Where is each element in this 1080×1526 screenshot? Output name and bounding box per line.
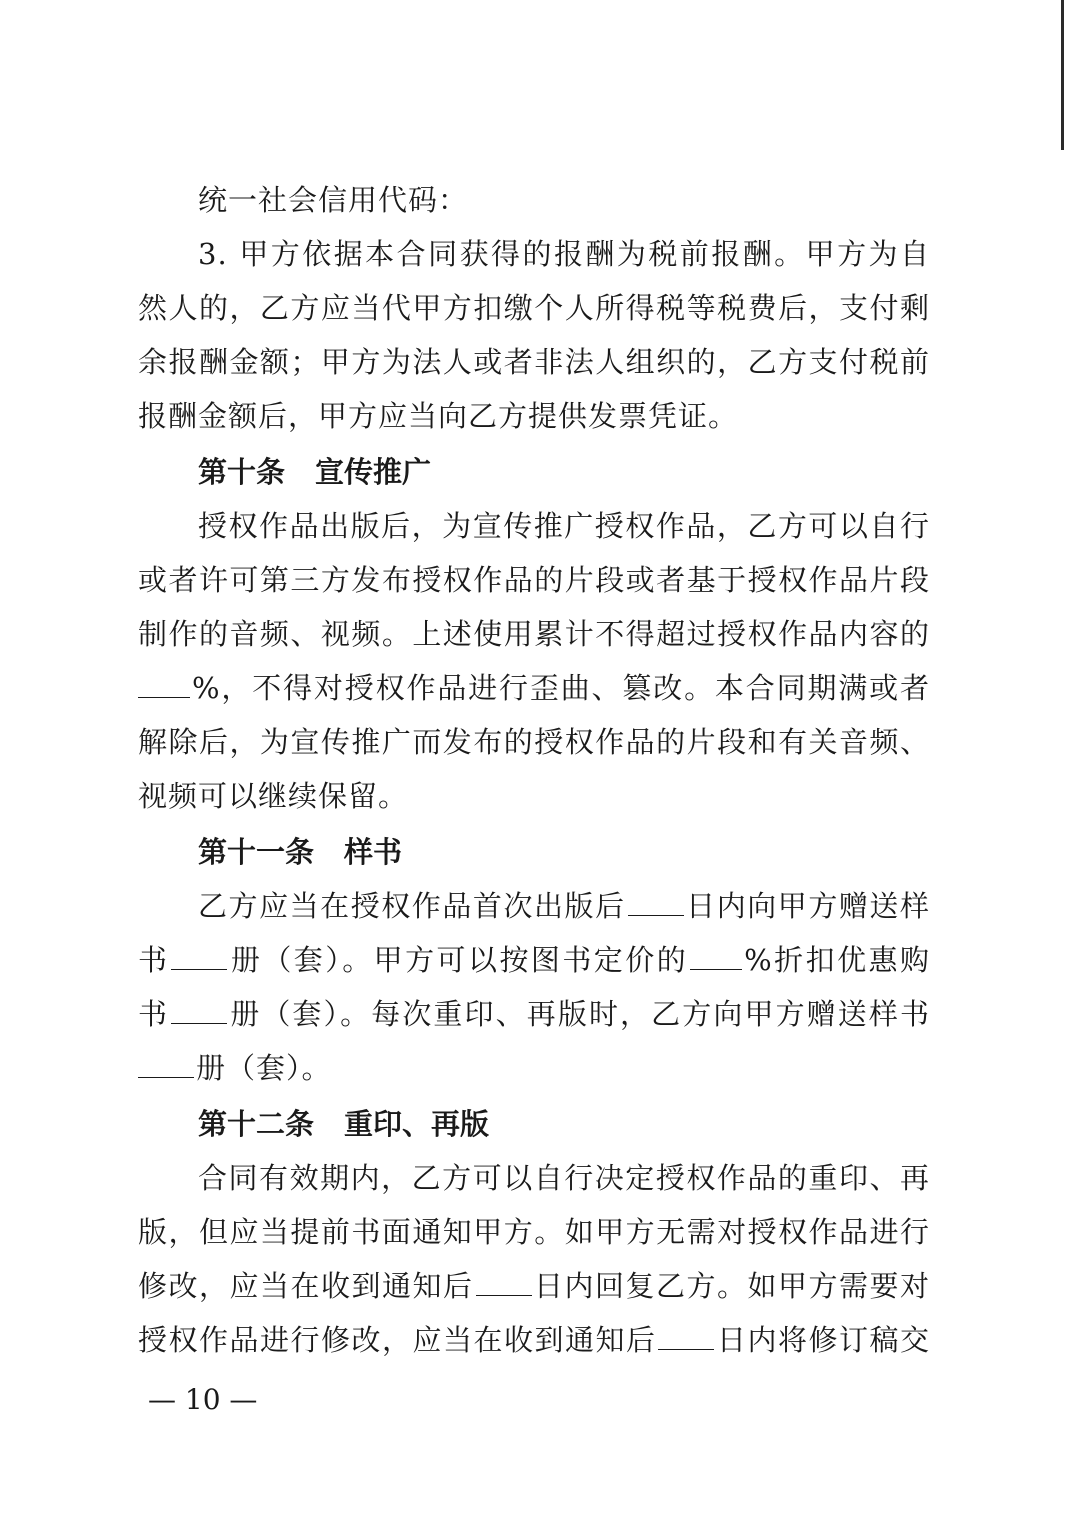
article-11-line-3-text-b: 册（套）。每次重印、再版时，乙方向甲方赠送样书	[229, 997, 930, 1031]
copies-blank	[171, 943, 227, 970]
article-10-line-4	[138, 668, 930, 708]
article-12-title: 重印、再版	[344, 1107, 490, 1141]
article-12-line-2: 版，但应当提前书面通知甲方。如甲方无需对授权作品进行	[138, 1215, 930, 1249]
purchase-copies-blank	[171, 997, 227, 1024]
clause-3-line-4: 报酬金额后，甲方应当向乙方提供发票凭证。	[138, 399, 739, 433]
article-11-line-2-text-a: 书	[138, 943, 170, 977]
article-11-line-3-text-a: 书	[138, 997, 170, 1031]
reprint-copies-blank	[138, 1051, 194, 1078]
revision-days-blank	[658, 1323, 714, 1350]
page-number: — 10 —	[148, 1383, 258, 1416]
article-10-line-4-text: %，不得对授权作品进行歪曲、篡改。本合同期满或者	[192, 671, 930, 705]
article-11-line-2-text-b: 册（套）。甲方可以按图书定价的	[229, 943, 689, 977]
page-edge-line	[1061, 0, 1064, 150]
article-10-title: 宣传推广	[315, 455, 432, 489]
percent-blank	[138, 671, 190, 698]
credit-code-line: 统一社会信用代码：	[198, 183, 469, 217]
article-11-line-1-text-b: 日内向甲方赠送样	[685, 889, 930, 923]
article-10-line-2: 或者许可第三方发布授权作品的片段或者基于授权作品片段	[138, 563, 930, 597]
article-10-line-6: 视频可以继续保留。	[138, 779, 409, 813]
reply-days-blank	[476, 1269, 532, 1296]
article-10-number: 第十条	[198, 455, 286, 489]
article-11-line-1	[198, 886, 930, 926]
article-11-heading	[198, 832, 402, 872]
clause-3-line-2: 然人的，乙方应当代甲方扣缴个人所得税等税费后，支付剩	[138, 291, 930, 325]
article-11-title: 样书	[344, 835, 403, 869]
article-12-line-3	[138, 1266, 930, 1306]
clause-3-line-1: 3. 甲方依据本合同获得的报酬为税前报酬。甲方为自	[198, 237, 930, 271]
article-12-line-4-text-b: 日内将修订稿交	[716, 1323, 930, 1357]
article-12-number: 第十二条	[198, 1107, 315, 1141]
discount-blank	[690, 943, 742, 970]
article-12-line-1: 合同有效期内，乙方可以自行决定授权作品的重印、再	[198, 1161, 930, 1195]
article-10-line-1: 授权作品出版后，为宣传推广授权作品，乙方可以自行	[198, 509, 930, 543]
article-10-heading	[198, 452, 431, 492]
article-11-line-1-text-a: 乙方应当在授权作品首次出版后	[198, 889, 626, 923]
article-12-line-3-text-b: 日内回复乙方。如甲方需要对	[533, 1269, 930, 1303]
article-11-line-3	[138, 994, 930, 1034]
article-11-line-2-text-c: %折扣优惠购	[744, 943, 930, 977]
article-11-number: 第十一条	[198, 835, 315, 869]
clause-3-line-3: 余报酬金额；甲方为法人或者非法人组织的，乙方支付税前	[138, 345, 930, 379]
article-12-line-3-text-a: 修改，应当在收到通知后	[138, 1269, 474, 1303]
article-11-line-4	[138, 1048, 930, 1088]
article-12-line-4	[138, 1320, 930, 1360]
days-blank	[628, 889, 684, 916]
article-12-line-4-text-a: 授权作品进行修改，应当在收到通知后	[138, 1323, 657, 1357]
article-11-line-2	[138, 940, 930, 980]
article-10-line-5: 解除后，为宣传推广而发布的授权作品的片段和有关音频、	[138, 725, 930, 759]
article-11-line-4-text: 册（套）。	[196, 1051, 332, 1085]
article-12-heading	[198, 1104, 489, 1144]
article-10-line-3: 制作的音频、视频。上述使用累计不得超过授权作品内容的	[138, 617, 930, 651]
